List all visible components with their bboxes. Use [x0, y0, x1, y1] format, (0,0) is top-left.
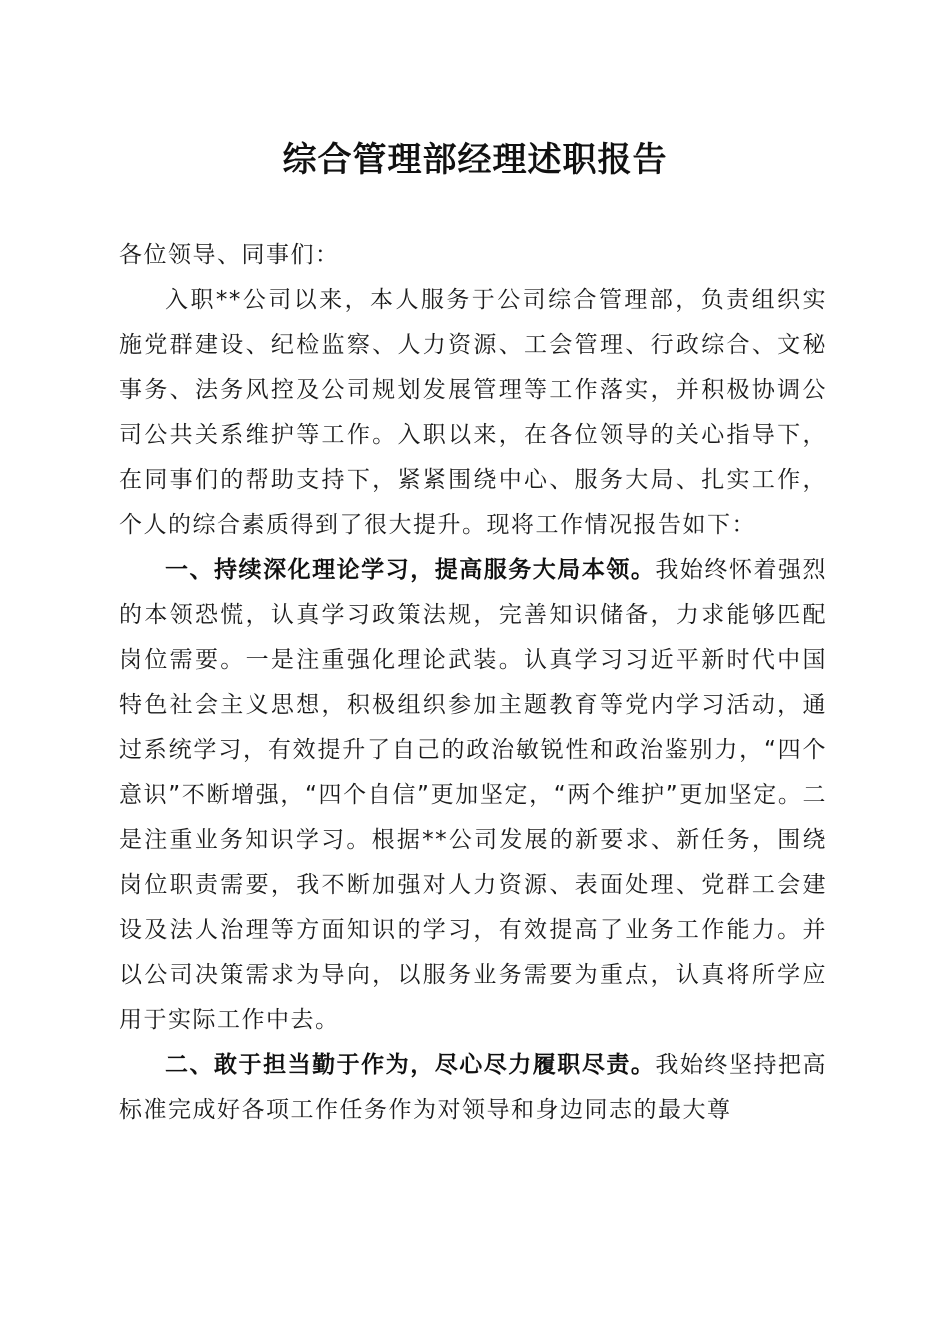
document-title: 综合管理部经理述职报告	[282, 140, 668, 180]
section-2-heading: 二、敢于担当勤于作为，尽心尽力履职尽责。	[165, 1052, 656, 1078]
document-body	[119, 233, 827, 1133]
intro-paragraph: 入职**公司以来，本人服务于公司综合管理部，负责组织实施党群建设、纪检监察、人力资源、工会管理、行政综合、文秘事务、法务风控及公司规划发展管理等工作落实，并积极协调公司公共关系维护等工作。入职以来，在各位领导的关心指导下，在同事们的帮助支持下，紧紧围绕中心、服务大局、扎实工作，个人的综合素质得到了很大提升。现将工作情况报告如下：	[119, 287, 827, 538]
section-1-paragraph	[119, 548, 827, 1043]
section-2-paragraph	[119, 1043, 827, 1133]
section-2-text: 我始终坚持把高标准完成好各项工作任务作为对领导和身边同志的最大尊	[119, 1052, 828, 1123]
salutation: 各位领导、同事们：	[119, 242, 340, 268]
section-1-heading: 一、持续深化理论学习，提高服务大局本领。	[165, 557, 656, 583]
section-1-text: 我始终怀着强烈的本领恐慌，认真学习政策法规，完善知识储备，力求能够匹配岗位需要。一是注重强化理论武装。认真学习习近平新时代中国特色社会主义思想，积极组织参加主题教育等党内学习活动，通过系统学习，有效提升了自己的政治敏锐性和政治鉴别力，“四个意识”不断增强，“四个自信”更加坚定，“两个维护”更加坚定。二是注重业务知识学习。根据**公司发展的新要求、新任务，围绕岗位职责需要，我不断加强对人力资源、表面处理、党群工会建设及法人治理等方面知识的学习，有效提高了业务工作能力。并以公司决策需求为导向，以服务业务需要为重点，认真将所学应用于实际工作中去。	[119, 557, 828, 1033]
